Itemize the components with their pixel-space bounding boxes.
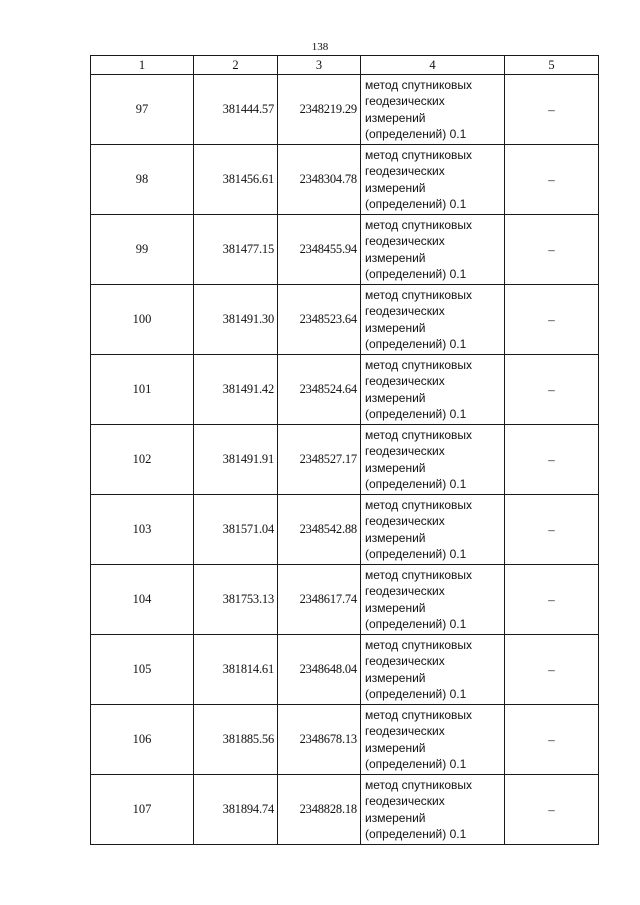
y-coordinate-cell: 2348678.13 <box>278 705 361 775</box>
point-number-cell: 97 <box>91 75 194 145</box>
page-number: 138 <box>311 41 329 53</box>
y-coordinate-cell: 2348648.04 <box>278 635 361 705</box>
x-coordinate-cell: 381571.04 <box>194 495 278 565</box>
y-coordinate-cell: 2348455.94 <box>278 215 361 285</box>
table-row <box>91 635 599 705</box>
x-coordinate-cell: 381477.15 <box>194 215 278 285</box>
table-header <box>91 56 599 75</box>
note-cell: – <box>505 285 599 355</box>
table-row <box>91 425 599 495</box>
note-cell: – <box>505 565 599 635</box>
method-cell: метод спутниковых геодезических измерений (определений) 0.1 <box>361 285 505 355</box>
x-coordinate-cell: 381444.57 <box>194 75 278 145</box>
method-cell: метод спутниковых геодезических измерений (определений) 0.1 <box>361 705 505 775</box>
x-coordinate-cell: 381894.74 <box>194 775 278 845</box>
x-coordinate-cell: 381456.61 <box>194 145 278 215</box>
x-coordinate-cell: 381885.56 <box>194 705 278 775</box>
coordinates-table <box>90 55 599 845</box>
method-cell: метод спутниковых геодезических измерений (определений) 0.1 <box>361 495 505 565</box>
point-number-cell: 104 <box>91 565 194 635</box>
note-cell: – <box>505 495 599 565</box>
y-coordinate-cell: 2348527.17 <box>278 425 361 495</box>
note-cell: – <box>505 775 599 845</box>
y-coordinate-cell: 2348828.18 <box>278 775 361 845</box>
point-number-cell: 101 <box>91 355 194 425</box>
method-cell: метод спутниковых геодезических измерений (определений) 0.1 <box>361 635 505 705</box>
point-number-cell: 98 <box>91 145 194 215</box>
table-row <box>91 495 599 565</box>
note-cell: – <box>505 75 599 145</box>
point-number-cell: 100 <box>91 285 194 355</box>
y-coordinate-cell: 2348524.64 <box>278 355 361 425</box>
table-row <box>91 705 599 775</box>
table-row <box>91 75 599 145</box>
column-header-4: 4 <box>361 56 505 75</box>
method-cell: метод спутниковых геодезических измерений (определений) 0.1 <box>361 775 505 845</box>
table-row <box>91 775 599 845</box>
column-header-3: 3 <box>278 56 361 75</box>
point-number-cell: 103 <box>91 495 194 565</box>
note-cell: – <box>505 145 599 215</box>
y-coordinate-cell: 2348219.29 <box>278 75 361 145</box>
x-coordinate-cell: 381753.13 <box>194 565 278 635</box>
column-header-2: 2 <box>194 56 278 75</box>
method-cell: метод спутниковых геодезических измерений (определений) 0.1 <box>361 355 505 425</box>
method-cell: метод спутниковых геодезических измерений (определений) 0.1 <box>361 145 505 215</box>
table-row <box>91 355 599 425</box>
header-row <box>91 56 599 75</box>
point-number-cell: 105 <box>91 635 194 705</box>
x-coordinate-cell: 381491.30 <box>194 285 278 355</box>
x-coordinate-cell: 381491.91 <box>194 425 278 495</box>
column-header-5: 5 <box>505 56 599 75</box>
table-row <box>91 145 599 215</box>
y-coordinate-cell: 2348304.78 <box>278 145 361 215</box>
point-number-cell: 106 <box>91 705 194 775</box>
table-row <box>91 565 599 635</box>
table-row <box>91 215 599 285</box>
point-number-cell: 102 <box>91 425 194 495</box>
column-header-1: 1 <box>91 56 194 75</box>
point-number-cell: 107 <box>91 775 194 845</box>
y-coordinate-cell: 2348542.88 <box>278 495 361 565</box>
note-cell: – <box>505 635 599 705</box>
y-coordinate-cell: 2348617.74 <box>278 565 361 635</box>
note-cell: – <box>505 425 599 495</box>
x-coordinate-cell: 381814.61 <box>194 635 278 705</box>
table-body <box>91 75 599 845</box>
table-row <box>91 285 599 355</box>
note-cell: – <box>505 705 599 775</box>
note-cell: – <box>505 215 599 285</box>
method-cell: метод спутниковых геодезических измерений (определений) 0.1 <box>361 565 505 635</box>
method-cell: метод спутниковых геодезических измерений (определений) 0.1 <box>361 75 505 145</box>
method-cell: метод спутниковых геодезических измерений (определений) 0.1 <box>361 215 505 285</box>
y-coordinate-cell: 2348523.64 <box>278 285 361 355</box>
x-coordinate-cell: 381491.42 <box>194 355 278 425</box>
point-number-cell: 99 <box>91 215 194 285</box>
note-cell: – <box>505 355 599 425</box>
method-cell: метод спутниковых геодезических измерений (определений) 0.1 <box>361 425 505 495</box>
